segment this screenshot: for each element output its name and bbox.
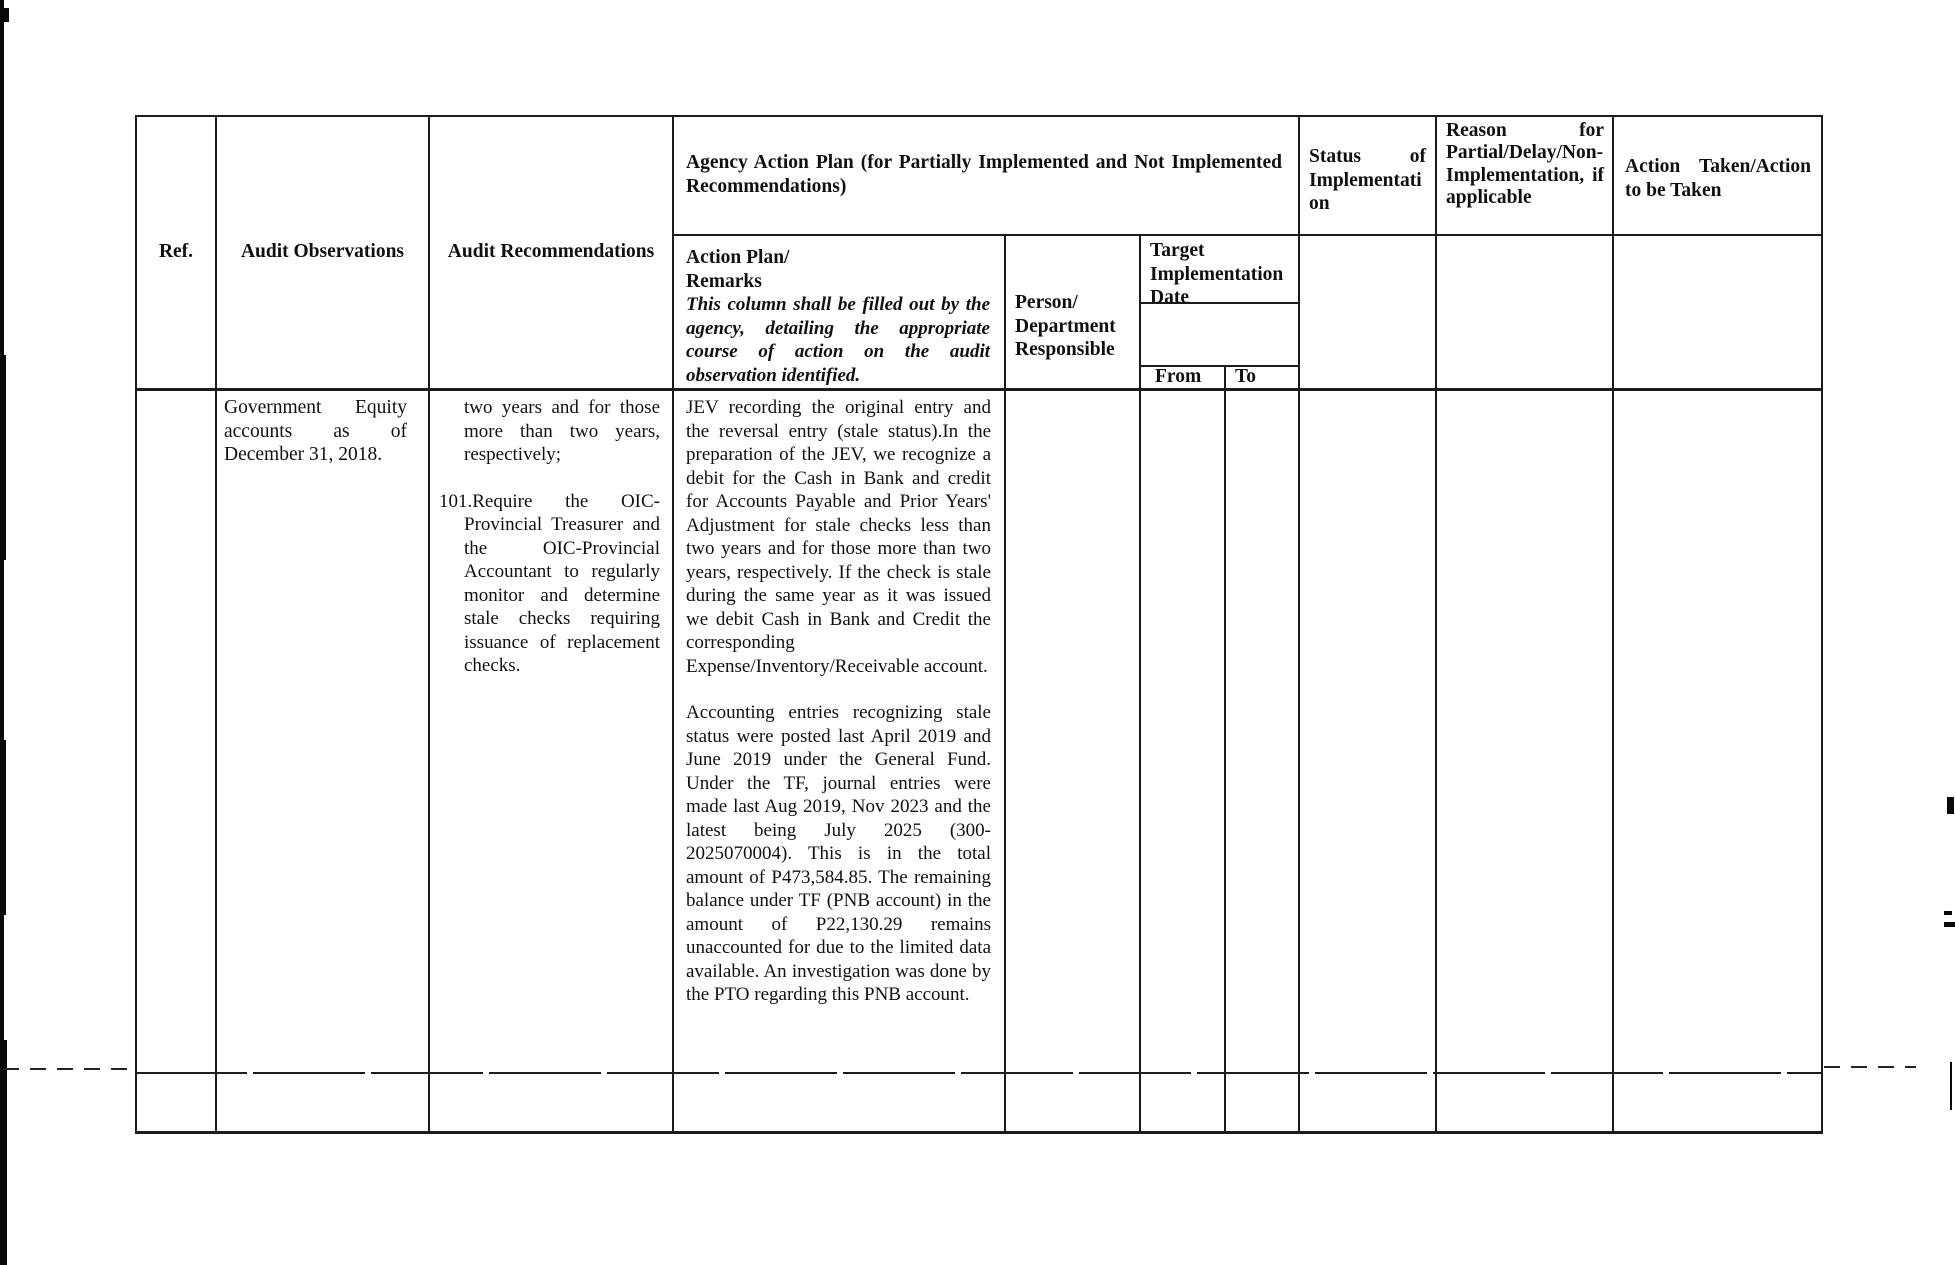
empty-row-from-cell <box>1141 1074 1224 1131</box>
status-of-implementation-header: Status of Implementation <box>1309 146 1426 214</box>
action-plan-paragraph-2: Accounting entries recognizing stale status were posted last April 2019 and June 2019 under the General Fund. Under the TF, journal entries were made last Aug 2019, Nov 2023 and the latest being July 2025 (300-2025070004). This is in the total amount of P473,584.85. The remaining balance under TF (PNB account) in the amount of P22,130.29 remains unaccounted for due to the limited data available. An investigation was done by the PTO regarding this PNB account. <box>686 702 991 1005</box>
empty-row-reason-cell <box>1437 1074 1612 1131</box>
recommendation-continued-text: two years and for those more than two years, respectively; <box>464 397 660 465</box>
empty-row-observation-cell <box>217 1074 428 1131</box>
remarks-label: Remarks <box>686 270 762 292</box>
action-plan-label: Action Plan/ <box>686 247 790 268</box>
ref-column-header: Ref. <box>158 240 194 262</box>
empty-row-recommendation-cell <box>430 1074 672 1131</box>
action-plan-remarks-subheader <box>674 236 1004 388</box>
target-implementation-date-subheader: Target Implementation Date <box>1150 240 1284 308</box>
empty-row-ref-cell <box>137 1074 215 1131</box>
agency-action-plan-header: Agency Action Plan (for Partially Implemented and Not Implemented Recommendations) <box>686 152 1282 197</box>
recommendation-item-101 <box>439 490 660 678</box>
grid-line-right <box>1821 115 1823 1134</box>
action-taken-header: Action Taken/Action to be Taken <box>1625 156 1811 201</box>
scan-dash-left <box>3 1068 133 1070</box>
recommendation-item-number: 101. <box>439 490 473 512</box>
body-status-cell <box>1300 391 1435 1072</box>
grid-line-bottom <box>135 1131 1823 1134</box>
body-audit-recommendation-cell <box>430 391 672 1072</box>
from-column-header: From <box>1155 366 1202 387</box>
recommendation-item-text: Require the OIC-Provincial Treasurer and the OIC-Provincial Accountant to regularly monitor and determine stale checks requiring issuance of replacement checks. <box>464 490 660 676</box>
body-audit-observation-cell: Government Equity accounts as of December 31, 2018. <box>224 397 407 465</box>
scan-mark-right-2 <box>1944 911 1952 915</box>
scan-edge-strip-thick-2 <box>0 740 6 915</box>
scan-edge-strip-thick-3 <box>0 1040 7 1265</box>
target-date-empty-box <box>1141 304 1298 365</box>
scan-mark-right-4 <box>1950 1062 1952 1110</box>
empty-row-action-plan-cell <box>674 1074 1004 1131</box>
action-plan-paragraph-1: JEV recording the original entry and the reversal entry (stale status).In the preparation of the JEV, we recognize a debit for the Cash in Bank and credit for Accounts Payable and Prior Years' Adjustment for stale checks less than two years and for those more than two years, respectively. If the check is stale during the same year as it was issued we debit Cash in Bank and Credit the corresponding Expense/Inventory/Receivable account. <box>686 397 991 677</box>
empty-row-to-cell <box>1226 1074 1298 1131</box>
person-department-responsible-subheader: Person/ Department Responsible <box>1015 292 1116 360</box>
scan-edge-strip-thick-1 <box>0 355 6 560</box>
audit-observations-column-header: Audit Observations <box>240 240 405 262</box>
body-ref-cell <box>137 391 215 1072</box>
scan-mark-right-3 <box>1944 922 1955 927</box>
action-plan-note: This column shall be filled out by the agency, detailing the appropriate course of action on the audit observation identified. <box>686 294 990 386</box>
body-reason-cell <box>1437 391 1612 1072</box>
audit-action-plan-table <box>135 115 1823 1134</box>
body-action-plan-cell <box>674 391 1004 1072</box>
scan-blob <box>0 8 9 22</box>
body-target-from-cell <box>1141 391 1224 1072</box>
body-target-to-cell <box>1226 391 1298 1072</box>
empty-row-status-cell <box>1300 1074 1435 1131</box>
empty-row-action-taken-cell <box>1614 1074 1821 1131</box>
body-person-responsible-cell <box>1006 391 1139 1072</box>
empty-row-person-cell <box>1006 1074 1139 1131</box>
body-action-taken-cell <box>1614 391 1821 1072</box>
reason-for-non-implementation-header: Reason for Partial/Delay/Non-Implementation, if applicable <box>1446 120 1604 209</box>
audit-recommendations-column-header: Audit Recommendations <box>447 240 655 262</box>
scan-dash-right <box>1824 1066 1916 1068</box>
to-column-header: To <box>1235 366 1256 387</box>
scan-mark-right-1 <box>1947 797 1954 814</box>
